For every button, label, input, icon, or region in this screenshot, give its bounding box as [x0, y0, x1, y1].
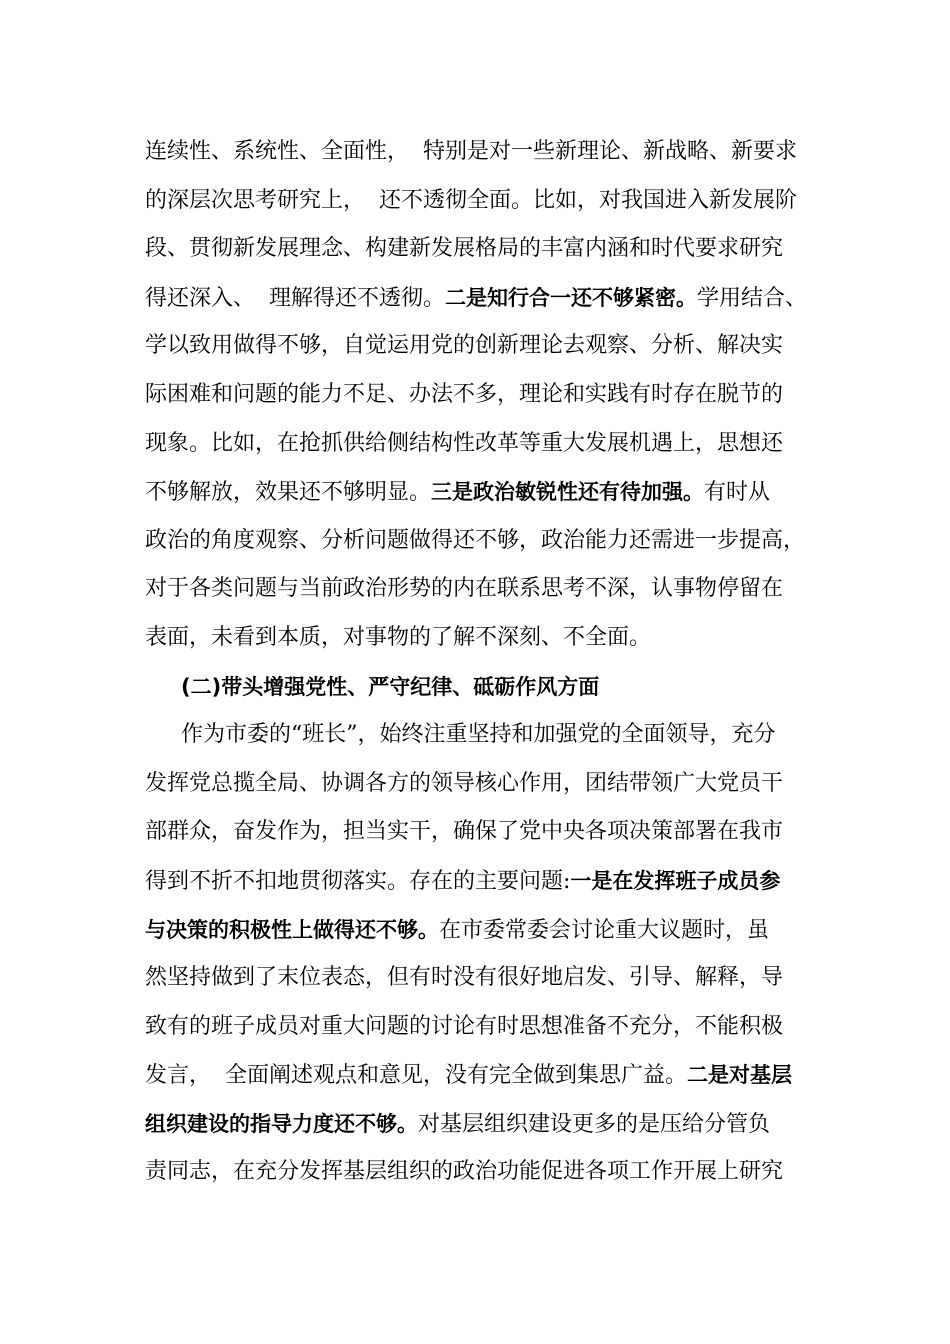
text-segment: 部群众，奋发作为，担当实干，确保了党中央各项决策部署在我市 — [145, 819, 784, 845]
text-line — [145, 1003, 835, 1052]
text-line — [145, 1100, 835, 1149]
text-line — [145, 322, 835, 371]
text-line — [145, 128, 835, 177]
text-line — [145, 565, 835, 614]
text-line — [145, 954, 835, 1003]
text-segment: 际困难和问题的能力不足、办法不多，理论和实践有时存在脱节的 — [145, 381, 784, 407]
text-segment: 的深层次思考研究上， 还不透彻全面。比如，对我国进入新发展阶 — [145, 187, 797, 213]
bold-key-point: 与决策的积极性上做得还不够。 — [145, 917, 439, 942]
text-segment: 表面，未看到本质，对事物的了解不深刻、不全面。 — [145, 624, 652, 650]
text-line — [145, 1148, 835, 1197]
bold-key-point: 二是知行合一还不够紧密。 — [445, 285, 697, 310]
text-segment: 对于各类问题与当前政治形势的内在联系思考不深，认事物停留在 — [145, 576, 784, 602]
text-segment: 责同志，在充分发挥基层组织的政治功能促进各项工作开展上研究 — [145, 1159, 784, 1185]
text-segment: 有时从 — [704, 480, 771, 506]
bold-key-point: (二)带头增强党性、严守纪律、砥砺作风方面 — [181, 674, 600, 699]
section-heading — [145, 663, 835, 712]
text-line — [145, 808, 835, 857]
bold-key-point: 二是对基层 — [687, 1063, 792, 1088]
text-segment: 发言， 全面阐述观点和意见，没有完全做到集思广益。 — [145, 1063, 687, 1089]
text-line — [145, 177, 835, 226]
text-line — [145, 420, 835, 469]
text-segment: 得还深入、 理解得还不透彻。 — [145, 285, 445, 311]
text-segment: 学用结合、 — [697, 285, 808, 311]
text-line — [145, 468, 835, 517]
bold-key-point: 组织建设的指导力度还不够。 — [145, 1111, 418, 1136]
text-segment: 政治的角度观察、分析问题做得还不够，政治能力还需进一步提高， — [145, 527, 806, 553]
text-line — [145, 760, 835, 809]
document-body — [145, 128, 835, 1197]
text-line — [145, 371, 835, 420]
text-segment: 学以致用做得不够，自觉运用党的创新理论去观察、分析、解决实 — [145, 333, 784, 359]
text-segment: 连续性、系统性、全面性， 特别是对一些新理论、新战略、新要求 — [145, 139, 797, 164]
bold-key-point: 三是政治敏锐性还有待加强。 — [431, 480, 705, 505]
text-line — [145, 274, 835, 323]
text-segment: 段、贯彻新发展理念、构建新发展格局的丰富内涵和时代要求研究 — [145, 236, 784, 262]
bold-key-point: 一是在发挥班子成员参 — [570, 868, 781, 893]
text-line — [145, 517, 835, 566]
text-line — [145, 857, 835, 906]
text-segment: 对基层组织建设更多的是压给分管负 — [418, 1111, 771, 1137]
text-segment: 致有的班子成员对重大问题的讨论有时思想准备不充分，不能积极 — [145, 1013, 784, 1039]
text-segment: 现象。比如，在抢抓供给侧结构性改革等重大发展机遇上，思想还 — [145, 430, 784, 456]
text-segment: 得到不折不扣地贯彻落实。存在的主要问题: — [145, 868, 571, 894]
text-line — [145, 225, 835, 274]
text-line — [145, 1051, 835, 1100]
text-line — [145, 614, 835, 663]
text-line — [145, 906, 835, 955]
text-segment: 然坚持做到了末位表态，但有时没有很好地启发、引导、解释，导 — [145, 965, 784, 991]
text-segment: 作为市委的“班长”，始终注重坚持和加强党的全面领导，充分 — [181, 722, 776, 748]
text-segment: 在市委常委会讨论重大议题时，虽 — [439, 917, 770, 943]
text-segment: 不够解放，效果还不够明显。 — [145, 480, 432, 506]
text-segment: 发挥党总揽全局、协调各方的领导核心作用，团结带领广大党员干 — [145, 770, 784, 796]
text-line — [145, 711, 835, 760]
